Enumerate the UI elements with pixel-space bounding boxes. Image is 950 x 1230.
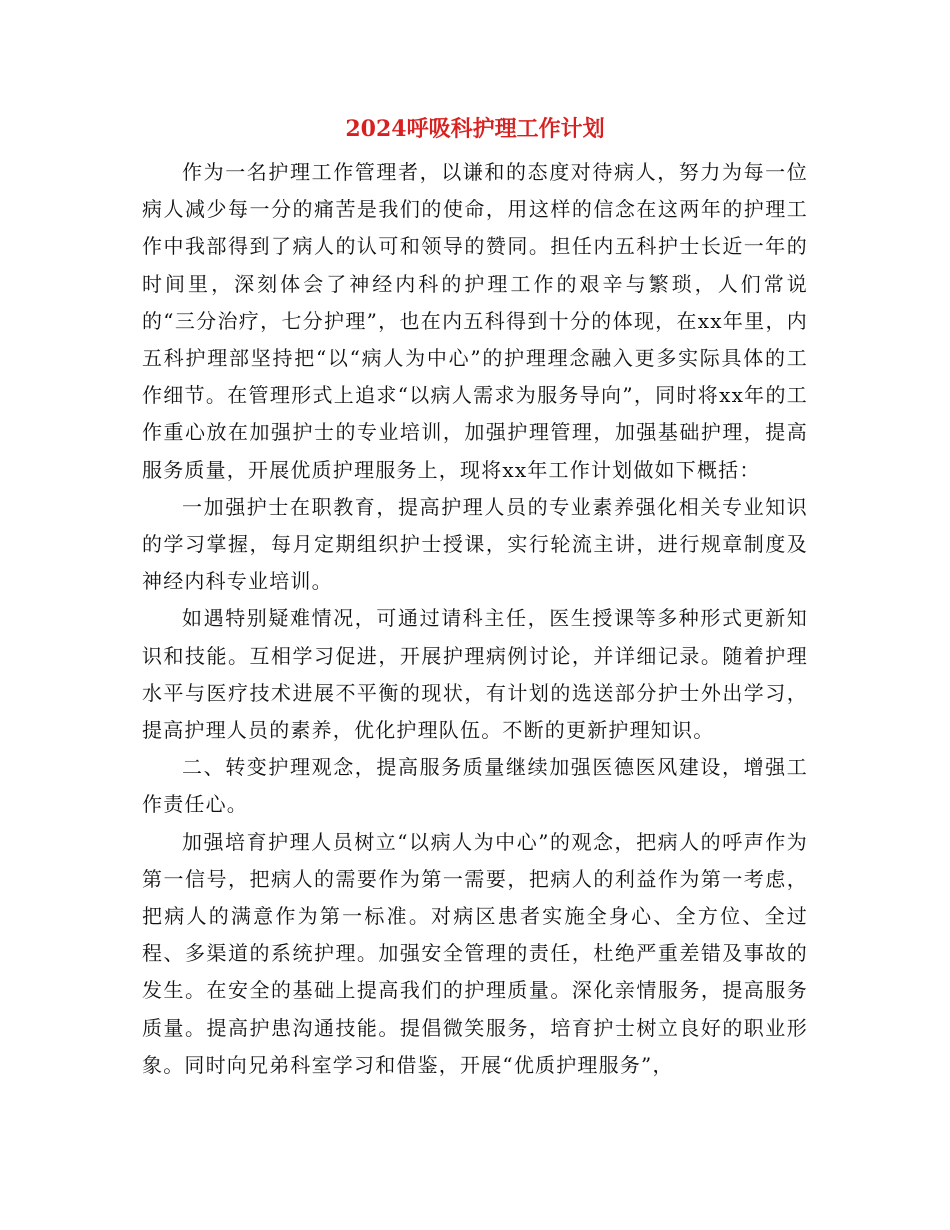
paragraph: 加强培育护理人员树立“以病人为中心”的观念，把病人的呼声作为第一信号，把病人的需要作为第一需要，把病人的利益作为第一考虑，把病人的满意作为第一标准。对病区患者实施全身心、全方位、全过程、多渠道的系统护理。加强安全管理的责任，杜绝严重差错及事故的发生。在安全的基础上提高我们的护理质量。深化亲情服务，提高服务质量。提高护患沟通技能。提倡微笑服务，培育护士树立良好的职业形象。同时向兄弟科室学习和借鉴，开展“优质护理服务”，	[142, 829, 808, 1077]
document-title: 2024呼吸科护理工作计划	[345, 116, 605, 142]
paragraph: 二、转变护理观念，提高服务质量继续加强医德医风建设，增强工作责任心。	[142, 755, 808, 817]
document-body	[142, 154, 808, 1084]
paragraph: 作为一名护理工作管理者，以谦和的态度对待病人，努力为每一位病人减少每一分的痛苦是我们的使命，用这样的信念在这两年的护理工作中我部得到了病人的认可和领导的赞同。担任内五科护士长近一年的时间里，深刻体会了神经内科的护理工作的艰辛与繁琐，人们常说的“三分治疗，七分护理”，也在内五科得到十分的体现，在xx年里，内五科护理部坚持把“以“病人为中心”的护理理念融入更多实际具体的工作细节。在管理形式上追求“以病人需求为服务导向”，同时将xx年的工作重心放在加强护士的专业培训，加强护理管理，加强基础护理，提高服务质量，开展优质护理服务上，现将xx年工作计划做如下概括：	[142, 160, 808, 482]
paragraph: 如遇特别疑难情况，可通过请科主任，医生授课等多种形式更新知识和技能。互相学习促进，开展护理病例讨论，并详细记录。随着护理水平与医疗技术进展不平衡的现状，有计划的选送部分护士外出学习，提高护理人员的素养，优化护理队伍。不断的更新护理知识。	[142, 606, 808, 743]
paragraph: 一加强护士在职教育，提高护理人员的专业素养强化相关专业知识的学习掌握，每月定期组织护士授课，实行轮流主讲，进行规章制度及神经内科专业培训。	[142, 494, 808, 594]
